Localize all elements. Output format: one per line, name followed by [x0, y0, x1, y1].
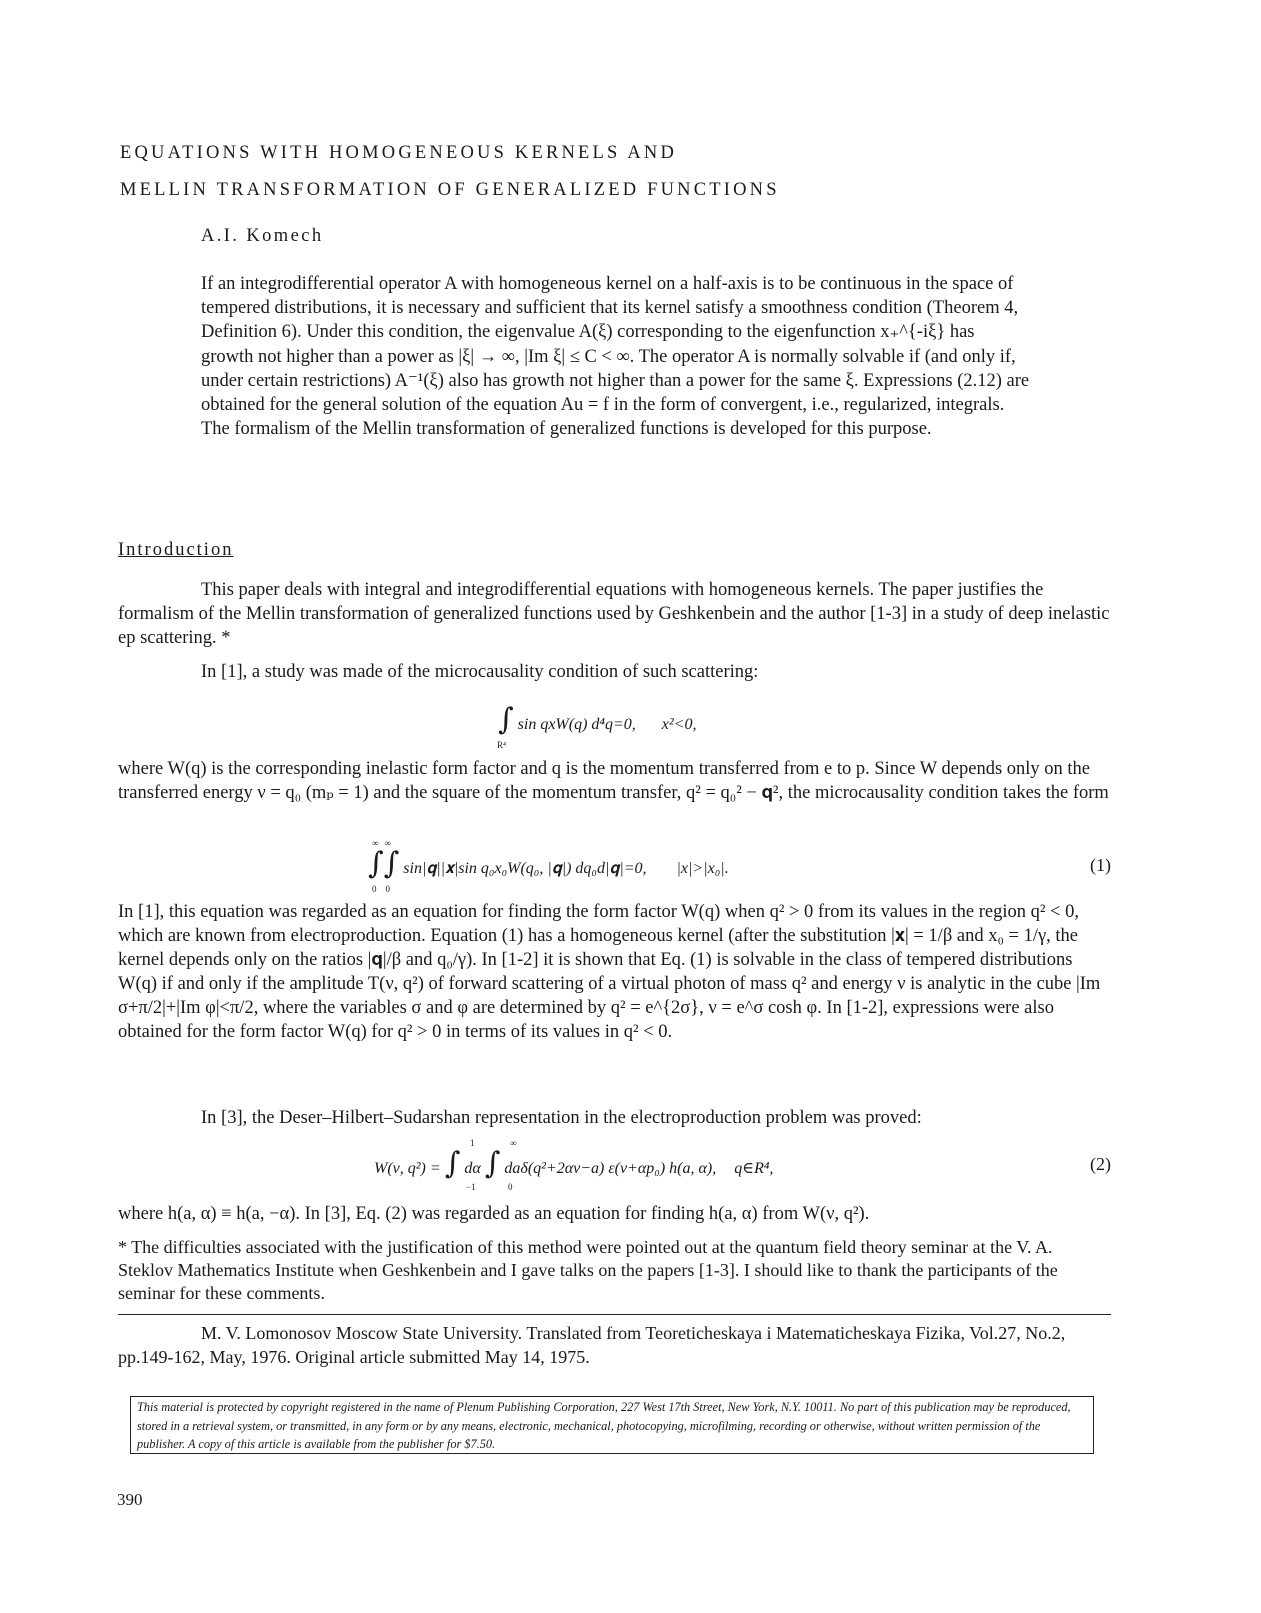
paragraph-3-text: where W(q) is the corresponding inelastic form factor and q is the momentum transferred from e to p. Since W depends only on the transferred energy ν = q₀ (mₚ = 1) and the square of the momentum transfer, q² = q₀² − 𝐪², the microcausality condition takes the form — [118, 759, 1109, 803]
equation-1-condition: |x|>|x₀|. — [676, 860, 729, 877]
paragraph-4 — [118, 900, 1113, 1044]
paragraph-1 — [118, 578, 1113, 650]
paragraph-4-text: In [1], this equation was regarded as an equation for finding the form factor W(q) when q² > 0 from its values in the region q² < 0, which are known from electroproduction. Equation (1) has a homogeneous kernel (after the substitution |𝐱| = 1/β and x₀ = 1/γ, the kernel depends only on the ratios |𝐪|/β and q₀/γ). In [1-2] it is shown that Eq. (1) is solvable in the class of tempered distributions W(q) if and only if the amplitude T(ν, q²) of forward scattering of a virtual photon of mass q² and energy ν is analytic in the cube |Im σ+π/2|+|Im φ|<π/2, where the variables σ and φ are determined by q² = e^{2σ}, ν = e^σ cosh φ. In [1-2], expressions were also obtained for the form factor W(q) for q² > 0 in terms of its values in q² < 0. — [118, 902, 1101, 1042]
integral-sign-2: ∫ — [484, 1146, 501, 1181]
page-number: 390 — [117, 1490, 143, 1509]
equation-2-limit-1-lower: −1 — [466, 1182, 476, 1192]
abstract — [201, 272, 1031, 441]
equation-2 — [374, 1146, 773, 1181]
equation-2-condition: q∈R⁴, — [734, 1160, 774, 1177]
double-integral-sign: ∫∫ — [368, 846, 400, 881]
footnote-divider — [118, 1314, 1111, 1315]
equation-2-limit-2-lower: 0 — [508, 1182, 513, 1192]
copyright-notice: This material is protected by copyright registered in the name of Plenum Publishing Corporation, 227 West 17th Street, New York, N.Y. 10011. No part of this publication may be reproduced, stored in a retrieval system, or transmitted, in any form or by any means, electronic, mechanical, photocopying, microfilming, recording or otherwise, without written permission of the publisher. A copy of this article is available from the publisher for $7.50. — [130, 1396, 1094, 1454]
equation-1-lower-limits: 00 — [372, 884, 399, 894]
equation-0-integrand: sin qxW(q) d⁴q=0, — [517, 716, 636, 733]
equation-microcausality — [498, 702, 696, 737]
equation-1-upper-limits: ∞∞ — [372, 838, 397, 848]
equation-2-body-1: dα — [464, 1160, 481, 1177]
equation-2-limit-2-upper: ∞ — [510, 1138, 517, 1148]
integral-sign-1: ∫ — [444, 1146, 461, 1181]
section-heading-introduction: Introduction — [118, 540, 234, 560]
title-line-1: EQUATIONS WITH HOMOGENEOUS KERNELS AND — [120, 143, 678, 163]
integral-sign: ∫ — [498, 702, 514, 737]
author: A.I. Komech — [201, 226, 324, 246]
equation-2-number: (2) — [1090, 1154, 1111, 1174]
paragraph-5-text: In [3], the Deser–Hilbert–Sudarshan representation in the electroproduction problem was proved: — [201, 1108, 922, 1128]
footnote: * The difficulties associated with the justification of this method were pointed out at the quantum field theory seminar at the V. A. Steklov Mathematics Institute when Geshkenbein and I gave talks on the papers [1-3]. I should like to thank the participants of the seminar for these comments. — [118, 1237, 1058, 1303]
equation-0-condition: x²<0, — [661, 716, 697, 733]
equation-2-limit-1-upper: 1 — [470, 1138, 475, 1148]
paragraph-6 — [118, 1202, 1113, 1226]
paragraph-3 — [118, 757, 1113, 805]
equation-1-number: (1) — [1090, 855, 1111, 875]
paragraph-5 — [118, 1106, 1113, 1130]
equation-1 — [368, 846, 729, 881]
equation-2-body-2: daδ(q²+2αν−a) ε(ν+αp₀) h(a, α), — [504, 1160, 717, 1177]
affiliation-text: M. V. Lomonosov Moscow State University. Translated from Teoreticheskaya i Matematicheskaya Fizika, Vol.27, No.2, pp.149-162, May, 1976. Original article submitted May 14, 1975. — [118, 1323, 1066, 1367]
paragraph-1-text: This paper deals with integral and integrodifferential equations with homogeneous kernels. The paper justifies the formalism of the Mellin transformation of generalized functions used by Geshkenbein and the author [1-3] in a study of deep inelastic ep scattering. * — [118, 580, 1110, 648]
abstract-text: If an integrodifferential operator A with homogeneous kernel on a half-axis is to be continuous in the space of tempered distributions, it is necessary and sufficient that its kernel satisfy a smoothness condition (Theorem 4, Definition 6). Under this condition, the eigenvalue A(ξ) corresponding to the eigenfunction x₊^{-iξ} has growth not higher than a power as |ξ| → ∞, |Im ξ| ≤ C < ∞. The operator A is normally solvable if (and only if, under certain restrictions) A⁻¹(ξ) also has growth not higher than a power for the same ξ. Expressions (2.12) are obtained for the general solution of the equation Au = f in the form of convergent, i.e., regularized, integrals. The formalism of the Mellin transformation of generalized functions is developed for this purpose. — [201, 274, 1030, 440]
paragraph-2 — [118, 660, 1113, 684]
equation-2-lhs: W(ν, q²) = — [374, 1160, 441, 1177]
paragraph-6-text: where h(a, α) ≡ h(a, −α). In [3], Eq. (2) was regarded as an equation for finding h(a, α) from W(ν, q²). — [118, 1204, 870, 1224]
title-line-2: MELLIN TRANSFORMATION OF GENERALIZED FUNCTIONS — [120, 180, 780, 200]
equation-0-lower-limit: R⁴ — [497, 740, 507, 750]
paragraph-2-text: In [1], a study was made of the microcausality condition of such scattering: — [201, 662, 759, 682]
affiliation — [118, 1322, 1113, 1369]
equation-1-integrand: sin|𝐪||𝐱|sin q₀x₀W(q₀, |𝐪|) dq₀d|𝐪|=0, — [403, 860, 647, 877]
